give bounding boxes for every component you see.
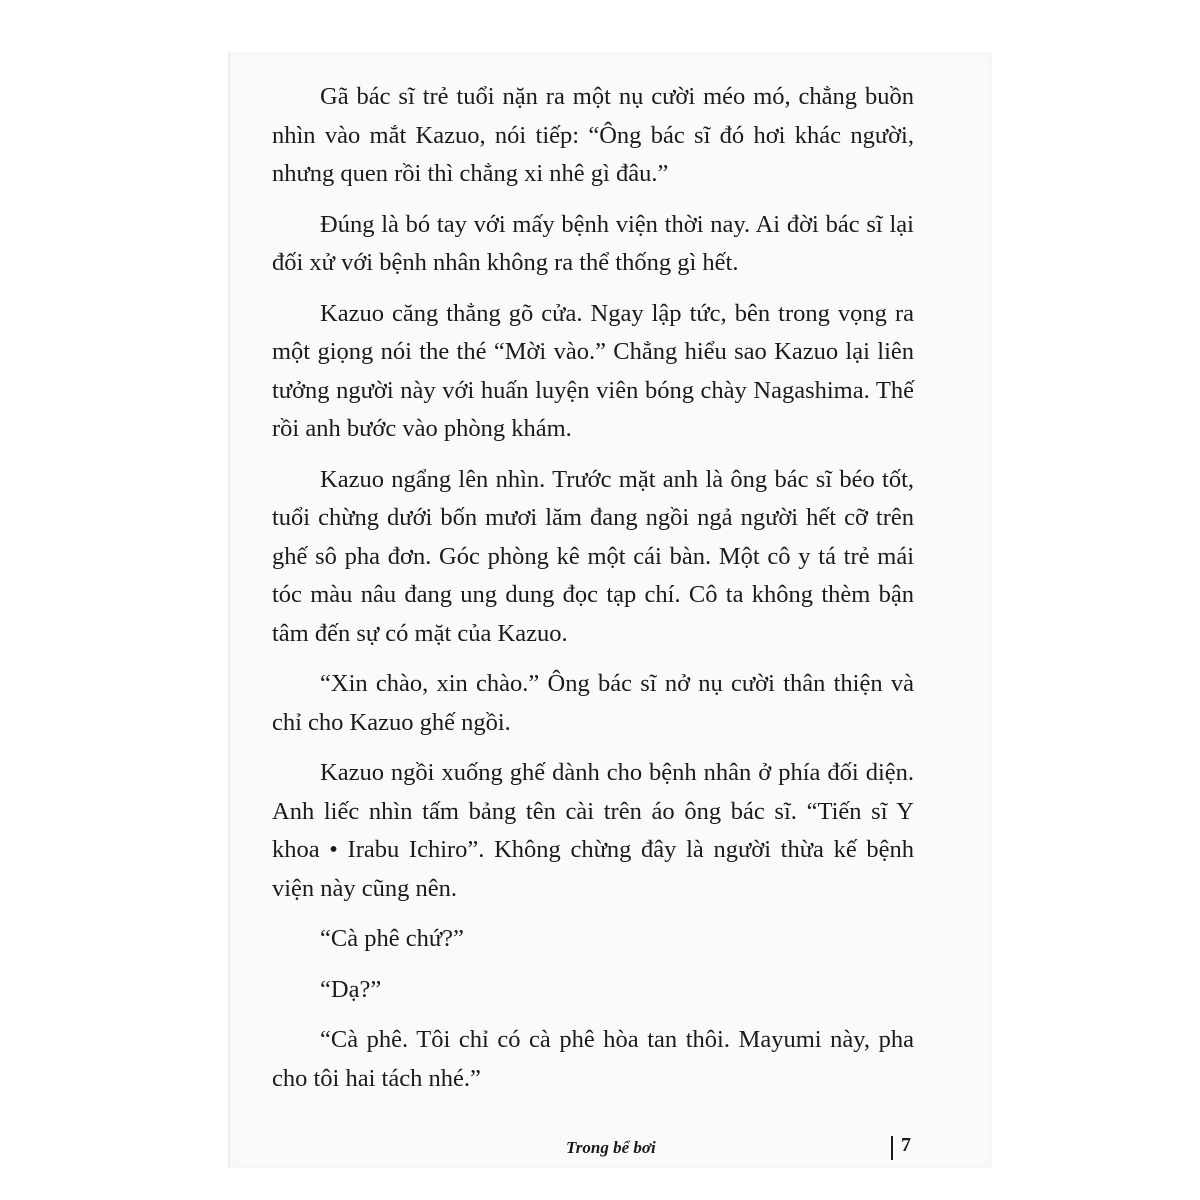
footer-divider: [891, 1136, 893, 1160]
paragraph: Gã bác sĩ trẻ tuổi nặn ra một nụ cười méo mó, chẳng buồn nhìn vào mắt Kazuo, nói tiếp: “Ông bác sĩ đó hơi khác người, nhưng quen rồi thì chẳng xi nhê gì đâu.”: [272, 83, 914, 187]
running-title: Trong bể bơi: [566, 1138, 656, 1157]
paragraph: Đúng là bó tay với mấy bệnh viện thời nay. Ai đời bác sĩ lại đối xử với bệnh nhân không ra thể thống gì hết.: [272, 210, 914, 276]
paragraph: “Dạ?”: [320, 975, 382, 1003]
paragraph: Kazuo ngẩng lên nhìn. Trước mặt anh là ông bác sĩ béo tốt, tuổi chừng dưới bốn mươi lăm đang ngồi ngả người hết cỡ trên ghế sô pha đơn. Góc phòng kê một cái bàn. Một cô y tá trẻ mái tóc màu nâu đang ung dung đọc tạp chí. Cô ta không thèm bận tâm đến sự có mặt của Kazuo.: [272, 465, 914, 647]
paragraph: “Cà phê. Tôi chỉ có cà phê hòa tan thôi. Mayumi này, pha cho tôi hai tách nhé.”: [272, 1026, 914, 1092]
page-footer: [0, 1128, 1200, 1158]
page-edge: [228, 52, 232, 1168]
body-text: [272, 78, 914, 1110]
paragraph: “Xin chào, xin chào.” Ông bác sĩ nở nụ cười thân thiện và chỉ cho Kazuo ghế ngồi.: [272, 670, 914, 736]
page-number: 7: [901, 1134, 911, 1156]
paragraph: Kazuo căng thẳng gõ cửa. Ngay lập tức, bên trong vọng ra một giọng nói the thé “Mời vào.” Chẳng hiểu sao Kazuo lại liên tưởng người này với huấn luyện viên bóng chày Nagashima. Thế rồi anh bước vào phòng khám.: [272, 299, 914, 442]
paragraph: “Cà phê chứ?”: [320, 925, 464, 952]
paragraph: Kazuo ngồi xuống ghế dành cho bệnh nhân ở phía đối diện. Anh liếc nhìn tấm bảng tên cài trên áo ông bác sĩ. “Tiến sĩ Y khoa • Irabu Ichiro”. Không chừng đây là người thừa kế bệnh viện này cũng nên.: [272, 759, 914, 902]
